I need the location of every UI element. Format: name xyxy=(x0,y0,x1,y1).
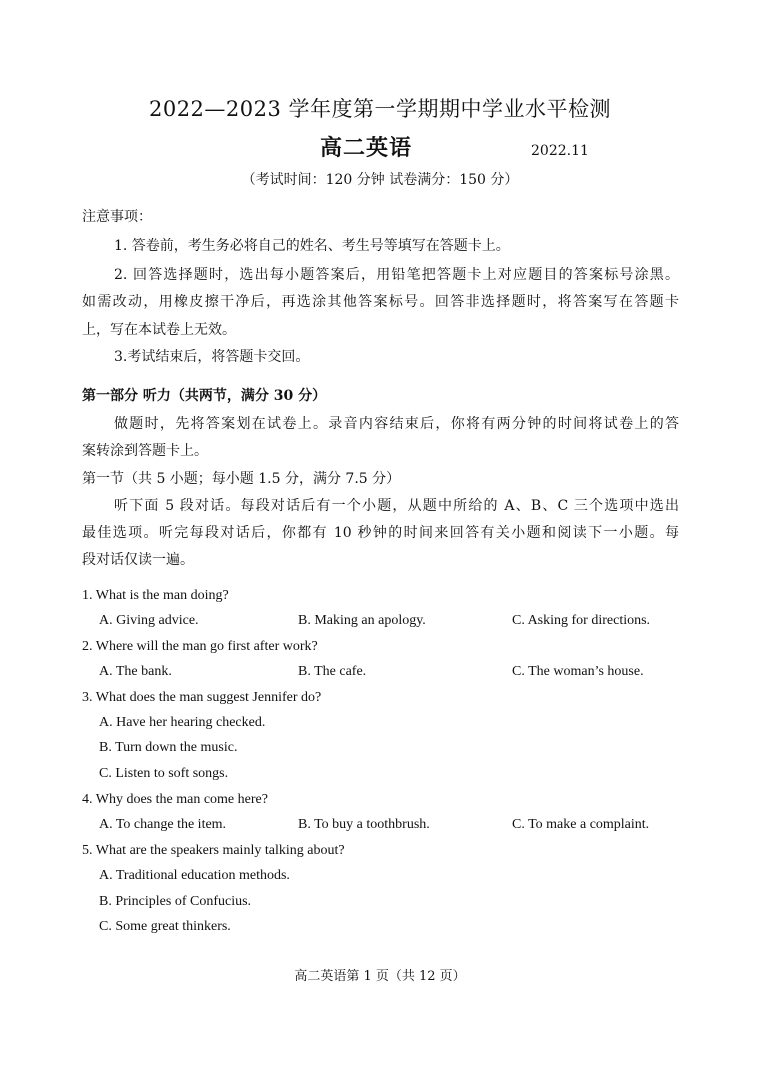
notes-item-2-line-1: 2. 回答选择题时，选出每小题答案后，用铅笔把答题卡上对应题目的答案标号涂黑。 xyxy=(114,267,679,283)
part1-intro-line-2: 案转涂到答题卡上。 xyxy=(82,443,208,459)
question-1-stem: 1. What is the man doing? xyxy=(82,588,229,603)
question-2-option-a: A. The bank. xyxy=(99,664,172,679)
question-3-option-b: B. Turn down the music. xyxy=(99,740,238,755)
exam-info: （考试时间：120 分钟 试卷满分：150 分） xyxy=(241,172,519,188)
page-footer: 高二英语第 1 页（共 12 页） xyxy=(294,969,466,984)
exam-title: 2022—2023 学年度第一学期期中学业水平检测 xyxy=(148,97,612,121)
section1-instructions-line-1: 听下面 5 段对话。每段对话后有一个小题，从题中所给的 A、B、C 三个选项中选出 xyxy=(114,498,679,514)
question-2-option-b: B. The cafe. xyxy=(298,664,367,679)
question-2-option-c: C. The woman’s house. xyxy=(512,664,644,679)
question-4-option-b: B. To buy a toothbrush. xyxy=(298,817,430,832)
section1-instructions-line-2: 最佳选项。听完每段对话后，你都有 10 秒钟的时间来回答有关小题和阅读下一小题。每 xyxy=(82,525,679,541)
exam-date: 2022.11 xyxy=(531,143,589,159)
subject-title: 高二英语 xyxy=(320,136,413,161)
question-5-option-b: B. Principles of Confucius. xyxy=(99,894,252,909)
section1-heading: 第一节（共 5 小题；每小题 1.5 分，满分 7.5 分） xyxy=(82,471,401,487)
part1-heading: 第一部分 听力（共两节，满分 30 分） xyxy=(82,388,327,404)
notes-item-2-line-2: 如需改动，用橡皮擦干净后，再选涂其他答案标号。回答非选择题时，将答案写在答题卡 xyxy=(82,294,679,310)
question-4-option-c: C. To make a complaint. xyxy=(512,817,650,832)
notes-heading: 注意事项： xyxy=(82,209,152,225)
question-5-stem: 5. What are the speakers mainly talking about? xyxy=(82,843,345,858)
question-5-option-c: C. Some great thinkers. xyxy=(99,919,231,934)
notes-item-1: 1. 答卷前，考生务必将自己的姓名、考生号等填写在答题卡上。 xyxy=(114,238,510,254)
question-3-option-c: C. Listen to soft songs. xyxy=(99,766,229,781)
question-1-option-b: B. Making an apology. xyxy=(298,613,426,628)
notes-item-2-line-3: 上，写在本试卷上无效。 xyxy=(82,322,236,338)
question-2-stem: 2. Where will the man go first after work? xyxy=(82,639,318,654)
question-1-option-c: C. Asking for directions. xyxy=(512,613,651,628)
subject-row xyxy=(0,134,760,166)
notes-item-3: 3.考试结束后，将答题卡交回。 xyxy=(114,349,310,365)
question-4-option-a: A. To change the item. xyxy=(99,817,227,832)
question-4-stem: 4. Why does the man come here? xyxy=(82,792,268,807)
question-3-option-a: A. Have her hearing checked. xyxy=(99,715,266,730)
part1-intro-line-1: 做题时，先将答案划在试卷上。录音内容结束后，你将有两分钟的时间将试卷上的答 xyxy=(114,416,679,432)
section1-instructions-line-3: 段对话仅读一遍。 xyxy=(82,552,194,568)
question-5-option-a: A. Traditional education methods. xyxy=(99,868,290,883)
question-1-option-a: A. Giving advice. xyxy=(99,613,199,628)
question-3-stem: 3. What does the man suggest Jennifer do? xyxy=(82,690,322,705)
